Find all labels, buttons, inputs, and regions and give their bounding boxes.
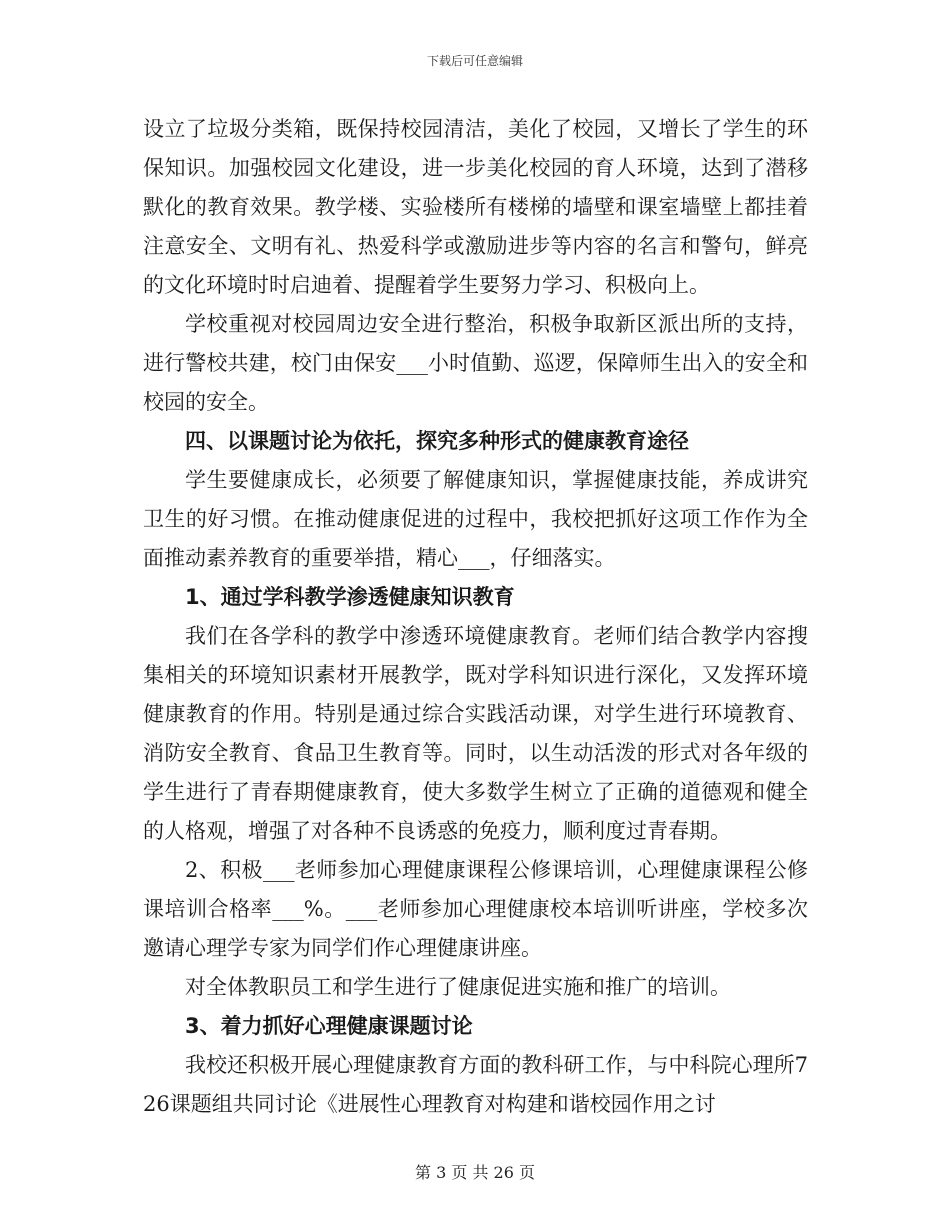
paragraph-research: 我校还积极开展心理健康教育方面的教科研工作，与中科院心理所726课题组共同讨论《进展性心理教育对构建和谐校园作用之讨	[143, 1053, 808, 1116]
section-heading-four: 四、以课题讨论为依托，探究多种形式的健康教育途径	[185, 429, 689, 453]
subheading-3: 3、着力抓好心理健康课题讨论	[185, 1014, 473, 1038]
subheading-1: 1、通过学科教学渗透健康知识教育	[185, 585, 515, 609]
paragraph-staff-training: 对全体教职员工和学生进行了健康促进实施和推广的培训。	[185, 975, 731, 999]
document-body	[143, 110, 808, 1124]
paragraph-campus-safety: 学校重视对校园周边安全进行整治，积极争取新区派出所的支持，进行警校共建，校门由保安___小时值勤、巡逻，保障师生出入的安全和校园的安全。	[143, 312, 808, 414]
page-number: 第 3 页 共 26 页	[415, 1163, 535, 1182]
paragraph-subject-teaching: 我们在各学科的教学中渗透环境健康教育。老师们结合教学内容搜集相关的环境知识素材开展教学，既对学科知识进行深化，又发挥环境健康教育的作用。特别是通过综合实践活动课，对学生进行环境教育、消防安全教育、食品卫生教育等。同时，以生动活泼的形式对各年级的学生进行了青春期健康教育，使大多数学生树立了正确的道德观和健全的人格观，增强了对各种不良诱惑的免疫力，顺利度过青春期。	[143, 624, 808, 843]
paragraph-health-growth: 学生要健康成长，必须要了解健康知识，掌握健康技能，养成讲究卫生的好习惯。在推动健康促进的过程中，我校把抓好这项工作作为全面推动素养教育的重要举措，精心___，仔细落实。	[143, 468, 808, 570]
page-header-note: 下载后可任意编辑	[426, 54, 523, 68]
paragraph-continuation: 设立了垃圾分类箱，既保持校园清洁，美化了校园，又增长了学生的环保知识。加强校园文化建设，进一步美化校园的育人环境，达到了潜移默化的教育效果。教学楼、实验楼所有楼梯的墙壁和课室墙壁上都挂着注意安全、文明有礼、热爱科学或激励进步等内容的名言和警句，鲜亮的文化环境时时启迪着、提醒着学生要努力学习、积极向上。	[143, 117, 808, 297]
paragraph-teacher-training: 2、积极___老师参加心理健康课程公修课培训，心理健康课程公修课培训合格率___%。___老师参加心理健康校本培训听讲座，学校多次邀请心理学专家为同学们作心理健康讲座。	[143, 858, 808, 960]
